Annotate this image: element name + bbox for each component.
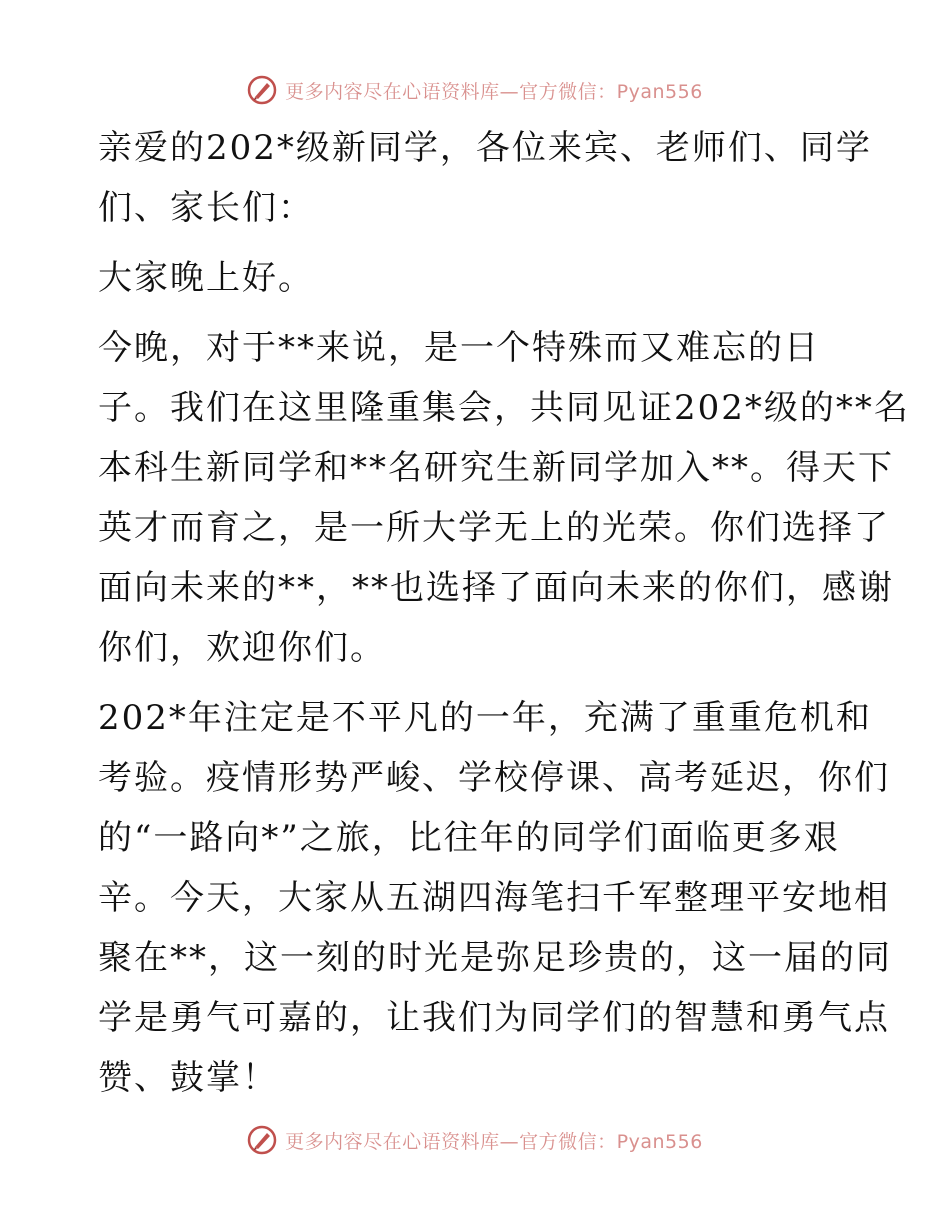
text-line: 大家晚上好。 [98, 258, 314, 298]
text-line: 考验。疫情形势严峻、学校停课、高考延迟，你们 [98, 758, 890, 798]
text-line: 你们，欢迎你们。 [98, 628, 386, 668]
footer-watermark [0, 1120, 950, 1160]
text-line: 聚在**，这一刻的时光是弥足珍贵的，这一届的同 [98, 938, 892, 978]
pen-logo-icon [247, 1125, 277, 1155]
text-line: 学是勇气可嘉的，让我们为同学们的智慧和勇气点 [98, 998, 890, 1038]
paragraph-welcome [98, 318, 910, 678]
text-line: 的“一路向*”之旅，比往年的同学们面临更多艰 [98, 818, 840, 858]
text-line: 今晚，对于**来说，是一个特殊而又难忘的日 [98, 328, 820, 368]
text-line: 赞、鼓掌！ [98, 1058, 278, 1098]
paragraph-salutation [98, 248, 858, 308]
watermark-text: 更多内容尽在心语资料库—官方微信：Pyan556 [285, 80, 703, 103]
text-line: 们、家长们： [98, 188, 314, 228]
text-line: 英才而育之，是一所大学无上的光荣。你们选择了 [98, 508, 890, 548]
text-line: 面向未来的**，**也选择了面向未来的你们，感谢 [98, 568, 894, 608]
watermark-text: 更多内容尽在心语资料库—官方微信：Pyan556 [285, 1130, 703, 1153]
text-line: 本科生新同学和**名研究生新同学加入**。得天下 [98, 448, 894, 488]
text-line: 辛。今天，大家从五湖四海笔扫千军整理平安地相 [98, 878, 890, 918]
text-line: 子。我们在这里隆重集会，共同见证202*级的**名 [98, 388, 910, 428]
text-line: 202*年注定是不平凡的一年，充满了重重危机和 [98, 698, 872, 738]
paragraph-year-review [98, 688, 892, 1108]
header-watermark [0, 70, 950, 110]
pen-logo-icon [247, 75, 277, 105]
text-line: 亲爱的202*级新同学，各位来宾、老师们、同学 [98, 128, 872, 168]
document-body [98, 118, 910, 1118]
paragraph-greeting [98, 118, 872, 238]
